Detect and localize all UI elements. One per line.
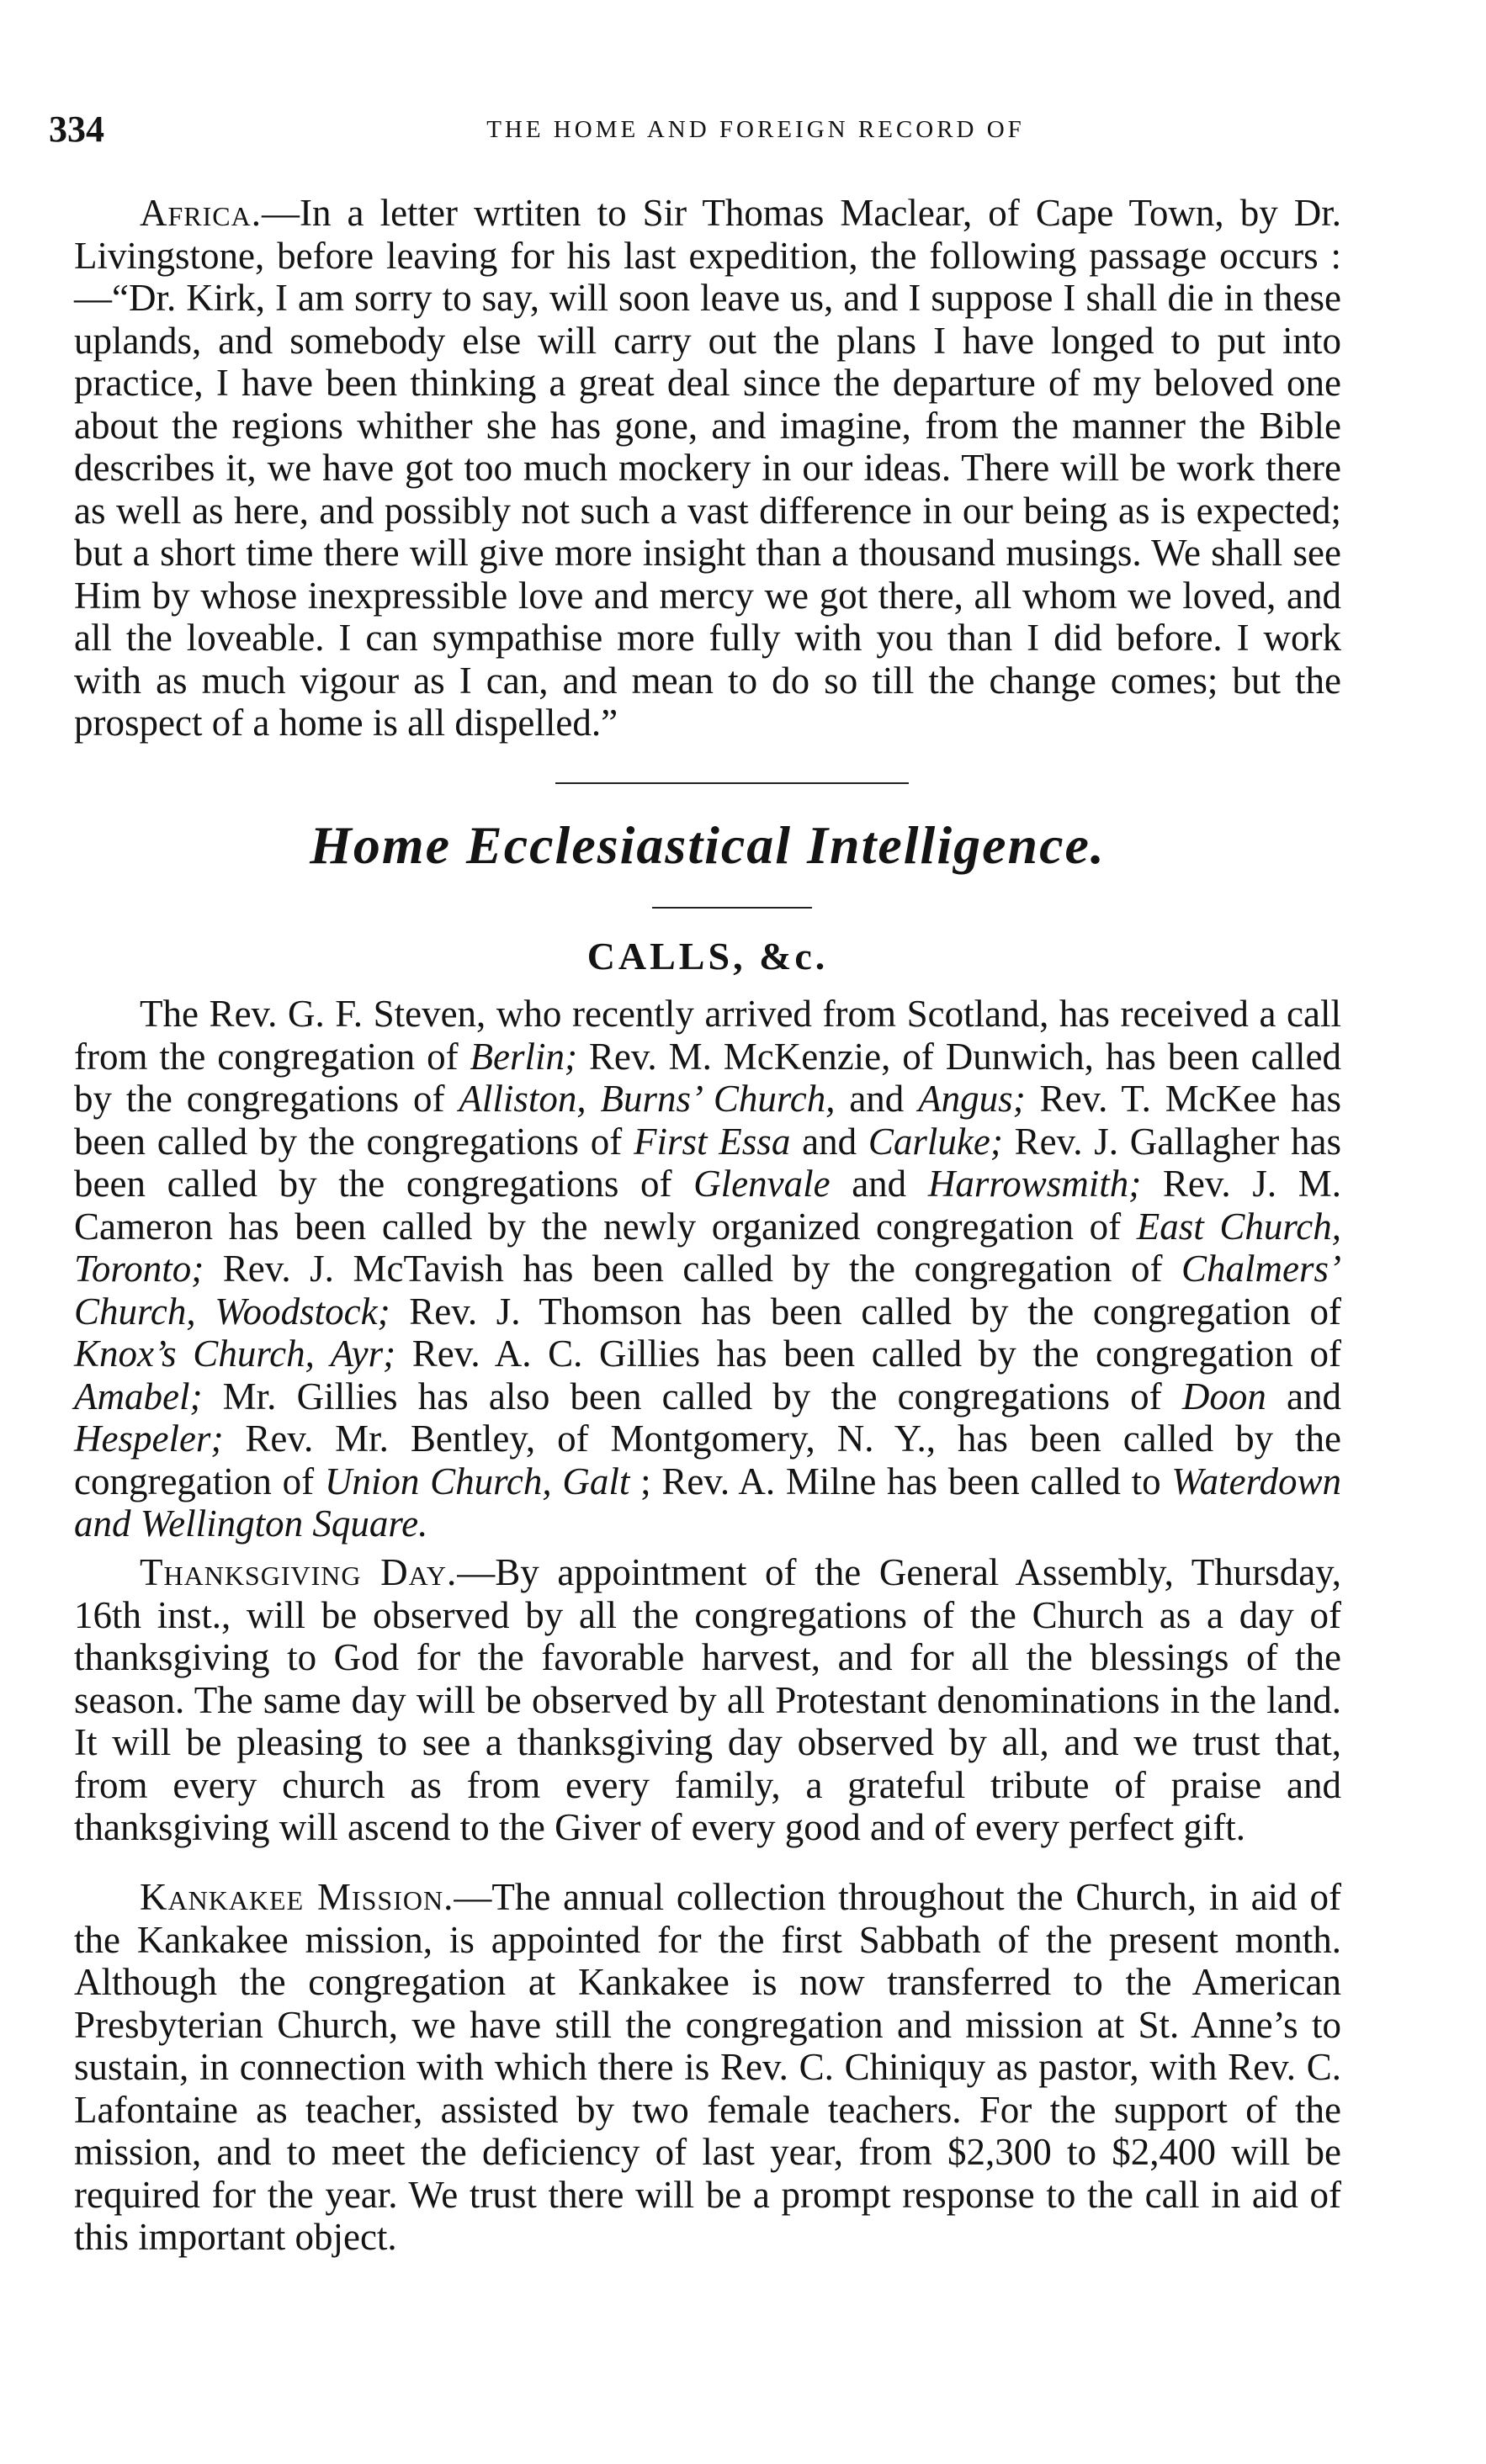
congregation-name: Angus; — [918, 1078, 1026, 1120]
congregation-name: Hespeler; — [74, 1417, 224, 1460]
congregation-name: Berlin; — [470, 1035, 577, 1078]
thanksgiving-text: —By appointment of the General Assembly, Thursday, 16th inst., will be observed by all the congregations of the Church as a day of thanksgiving to God for the favorable harvest, and for all the blessings of the season. The same day will be observed by all Protestant denominations in the land. It will be pleasing to see a thanksgiving day observed by all, and we trust that, from every church as from every family, a grateful tribute of praise and thanksgiving will ascend to the Giver of every good and of every perfect gift. — [74, 1551, 1341, 1848]
congregation-name: Waterdown and Wellington Square. — [74, 1460, 1341, 1545]
calls-text: The Rev. G. F. Steven, who recently arrived from Scotland, has received a call from the congregation of — [74, 993, 1341, 1078]
calls-article — [74, 993, 1341, 1545]
congregation-name: Glenvale — [693, 1163, 831, 1205]
congregation-name: Alliston, Burns’ Church, — [459, 1078, 836, 1120]
calls-text: and — [830, 1163, 928, 1205]
calls-text: Rev. Mr. Bentley, of Montgomery, N. Y., has been called by the congregation of — [74, 1417, 1341, 1502]
section-heading: Home Ecclesiastical Intelligence. — [310, 815, 1106, 875]
calls-text: Rev. A. C. Gillies has been called by the congregation of — [395, 1333, 1341, 1375]
kankakee-article — [74, 1876, 1341, 2259]
thanksgiving-article — [74, 1551, 1341, 1849]
calls-text: Rev. J. Gallagher has been called by the congregations of — [74, 1120, 1341, 1205]
running-head — [49, 108, 1361, 158]
kankakee-paragraph — [74, 1876, 1341, 2259]
calls-text: Rev. J. Thomson has been called by the congregation of — [390, 1290, 1341, 1333]
congregation-name: East Church, Toronto; — [74, 1205, 1341, 1290]
congregation-name: Union Church, Galt — [324, 1460, 630, 1502]
calls-text: ; Rev. A. Milne has been called to — [629, 1460, 1172, 1502]
running-title: THE HOME AND FOREIGN RECORD OF — [486, 116, 1025, 143]
congregation-name: Carluke; — [868, 1120, 1003, 1163]
congregation-name: Knox’s Church, Ayr; — [74, 1333, 396, 1375]
calls-text: and — [835, 1078, 919, 1120]
thanksgiving-lead: Thanksgiving Day. — [140, 1551, 458, 1593]
africa-lead: Africa. — [140, 192, 262, 234]
calls-text: Rev. T. McKee has been called by the congregations of — [74, 1078, 1341, 1163]
calls-text: Mr. Gillies has also been called by the congregations of — [202, 1375, 1182, 1417]
congregation-name: Amabel; — [74, 1375, 203, 1417]
africa-paragraph — [74, 192, 1341, 744]
page-number: 334 — [49, 109, 104, 150]
calls-paragraph — [74, 993, 1341, 1545]
africa-article — [74, 192, 1341, 744]
thanksgiving-paragraph — [74, 1551, 1341, 1849]
congregation-name: Doon — [1181, 1375, 1266, 1417]
calls-text: and — [1266, 1375, 1341, 1417]
congregation-name: Harrowsmith; — [927, 1163, 1142, 1205]
calls-text: Rev. M. McKenzie, of Dunwich, has been called by the congregations of — [74, 1035, 1342, 1120]
congregation-name: First Essa — [634, 1120, 791, 1163]
kankakee-text: —The annual collection throughout the Church, in aid of the Kankakee mission, is appointed for the first Sabbath of the present month. Although the congregation at Kankakee is now transferred to the American Presbyterian Church, we have still the congregation and mission at St. Anne’s to sustain, in connection with which there is Rev. C. Chiniquy as pastor, with Rev. C. Lafontaine as teacher, assisted by two female teachers. For the support of the mission, and to meet the deficiency of last year, from $2,300 to $2,400 will be required for the year. We trust there will be a prompt response to the call in aid of this important object. — [74, 1876, 1341, 2258]
calls-text: and — [790, 1120, 868, 1163]
calls-text: Rev. J. M. Cameron has been called by the newly organized congregation of — [74, 1163, 1341, 1248]
congregation-name: Chalmers’ Church, Woodstock; — [74, 1248, 1341, 1333]
calls-text: Rev. J. McTavish has been called by the congregation of — [204, 1248, 1181, 1290]
article-divider — [555, 782, 909, 784]
kankakee-lead: Kankakee Mission. — [140, 1876, 454, 1918]
calls-heading: CALLS, &c. — [586, 935, 829, 978]
africa-text: —In a letter wrtiten to Sir Thomas Maclear, of Cape Town, by Dr. Livingstone, before leaving for his last expedition, the following passage occurs :—“Dr. Kirk, I am sorry to say, will soon leave us, and I suppose I shall die in these uplands, and somebody else will carry out the plans I have longed to put into practice, I have been thinking a great deal since the departure of my beloved one about the regions whither she has gone, and imagine, from the manner the Bible describes it, we have got too much mockery in our ideas. There will be work there as well as here, and possibly not such a vast difference in our being as is expected; but a short time there will give more insight than a thousand musings. We shall see Him by whose inexpressible love and mercy we got there, all whom we loved, and all the loveable. I can sympathise more fully with you than I did before. I work with as much vigour as I can, and mean to do so till the change comes; but the prospect of a home is all dispelled.” — [74, 192, 1341, 744]
heading-underline — [652, 907, 812, 909]
